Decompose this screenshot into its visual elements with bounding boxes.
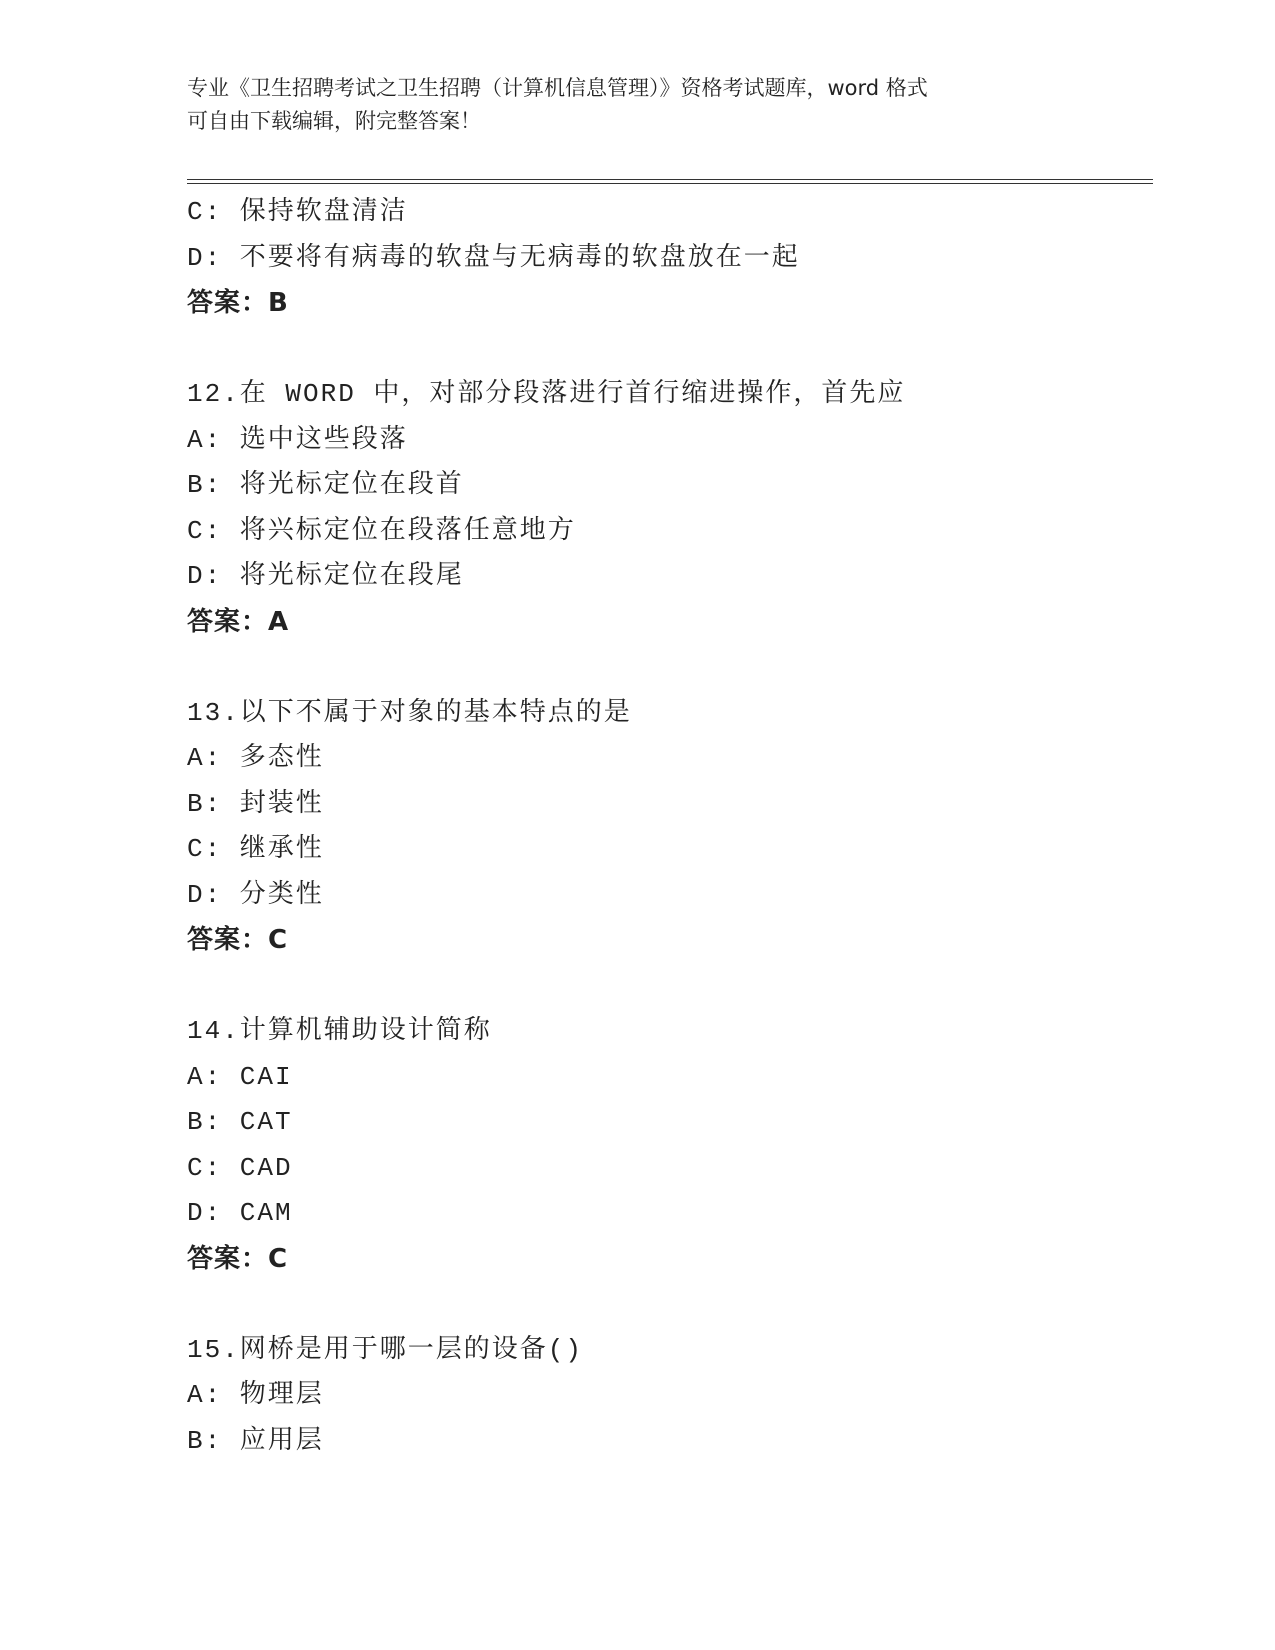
option-a: A: 选中这些段落	[187, 424, 408, 455]
option-b: B: 应用层	[187, 1425, 324, 1456]
spacer	[187, 327, 1153, 373]
option-c: C: 继承性	[187, 834, 324, 864]
header-divider-bottom	[187, 183, 1153, 184]
question-15: 15.网桥是用于哪一层的设备()	[187, 1334, 584, 1365]
option-c: C: 保持软盘清洁	[187, 197, 408, 227]
question-12: 12.在 WORD 中，对部分段落进行首行缩进操作，首先应	[187, 379, 906, 409]
header-subtitle-line: 可自由下载编辑，附完整答案！	[187, 109, 481, 133]
option-c: C: CAD	[187, 1152, 293, 1183]
answer-line: 答案：A	[187, 606, 290, 637]
spacer	[187, 1282, 1153, 1328]
question-14: 14.计算机辅助设计简称	[187, 1016, 492, 1046]
option-c: C: 将兴标定位在段落任意地方	[187, 515, 576, 546]
answer-line: 答案：B	[187, 288, 289, 318]
answer-line: 答案：C	[187, 925, 289, 955]
option-a: A: 物理层	[187, 1380, 324, 1410]
option-d: D: 分类性	[187, 879, 324, 910]
option-a: A: 多态性	[187, 743, 324, 773]
option-b: B: 将光标定位在段首	[187, 470, 464, 500]
option-b: B: 封装性	[187, 788, 324, 819]
option-a: A: CAI	[187, 1061, 293, 1092]
spacer	[187, 964, 1153, 1010]
option-d: D: 将光标定位在段尾	[187, 561, 464, 591]
option-d: D: 不要将有病毒的软盘与无病毒的软盘放在一起	[187, 242, 800, 273]
header-title-line: 专业《卫生招聘考试之卫生招聘（计算机信息管理）》资格考试题库，word 格式	[187, 76, 928, 100]
option-b: B: CAT	[187, 1107, 293, 1137]
document-header	[187, 72, 1087, 138]
question-list	[187, 190, 1153, 1464]
header-divider-top	[187, 179, 1153, 180]
answer-line: 答案：C	[187, 1243, 289, 1274]
spacer	[187, 645, 1153, 691]
question-13: 13.以下不属于对象的基本特点的是	[187, 697, 632, 728]
option-d: D: CAM	[187, 1198, 293, 1228]
